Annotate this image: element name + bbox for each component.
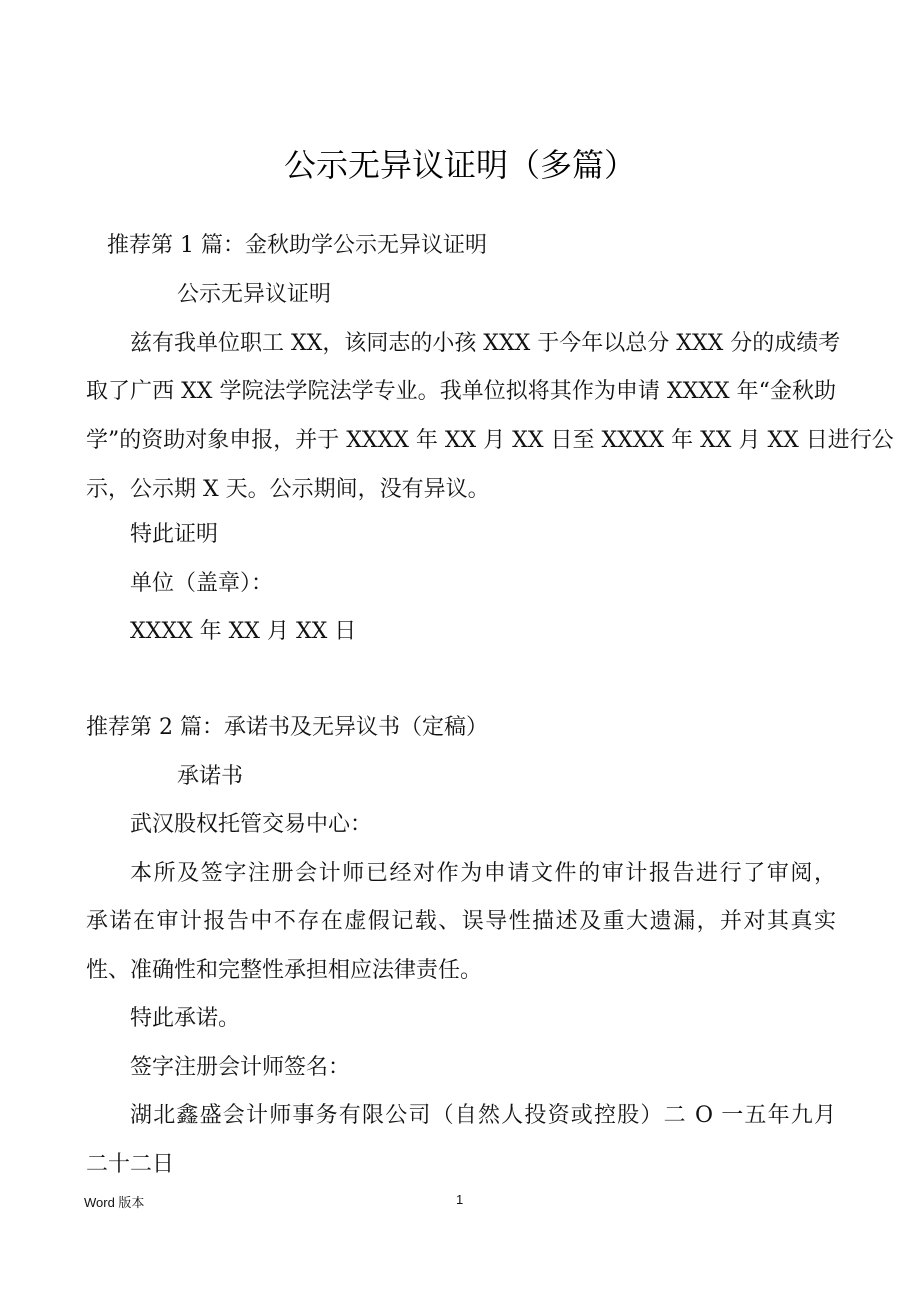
document-title: 公示无异议证明（多篇） — [283, 146, 636, 184]
section-1-paragraph-line-3: 学”的资助对象申报，并于 XXXX 年 XX 月 XX 日至 XXXX 年 XX 月 XX 日进行公 — [86, 428, 894, 453]
section-1-subtitle: 公示无异议证明 — [177, 282, 332, 307]
section-2-addressee: 武汉股权托管交易中心： — [130, 812, 373, 837]
page-number: 1 — [456, 1192, 464, 1207]
section-2-paragraph-line-1: 本所及签字注册会计师已经对作为申请文件的审计报告进行了审阅， — [130, 861, 836, 886]
section-1-closing: 特此证明 — [130, 522, 219, 547]
section-2-paragraph-line-2: 承诺在审计报告中不存在虚假记载、误导性描述及重大遗漏，并对其真实 — [86, 909, 836, 934]
section-2-closing: 特此承诺。 — [130, 1006, 241, 1031]
section-1-paragraph-line-2: 取了广西 XX 学院法学院法学专业。我单位拟将其作为申请 XXXX 年“金秋助 — [86, 379, 836, 404]
footer-label: Word 版本 — [84, 1195, 145, 1210]
section-1-heading: 推荐第 1 篇：金秋助学公示无异议证明 — [107, 233, 487, 258]
section-2-paragraph-line-3: 性、准确性和完整性承担相应法律责任。 — [86, 958, 483, 983]
section-2-signature-label: 签字注册会计师签名： — [130, 1055, 351, 1080]
section-1-date: XXXX 年 XX 月 XX 日 — [130, 619, 357, 644]
section-1-paragraph-line-4: 示，公示期 X 天。公示期间，没有异议。 — [86, 477, 490, 502]
section-2-subtitle: 承诺书 — [177, 764, 244, 789]
section-1-unit-seal: 单位（盖章）： — [130, 571, 274, 596]
section-2-heading: 推荐第 2 篇：承诺书及无异议书（定稿） — [86, 715, 488, 740]
section-2-firm-line-2: 二十二日 — [86, 1152, 175, 1177]
section-1-paragraph-line-1: 兹有我单位职工 XX，该同志的小孩 XXX 于今年以总分 XXX 分的成绩考 — [130, 331, 841, 356]
section-2-firm-line-1: 湖北鑫盛会计师事务有限公司（自然人投资或控股）二 O 一五年九月 — [130, 1103, 836, 1128]
